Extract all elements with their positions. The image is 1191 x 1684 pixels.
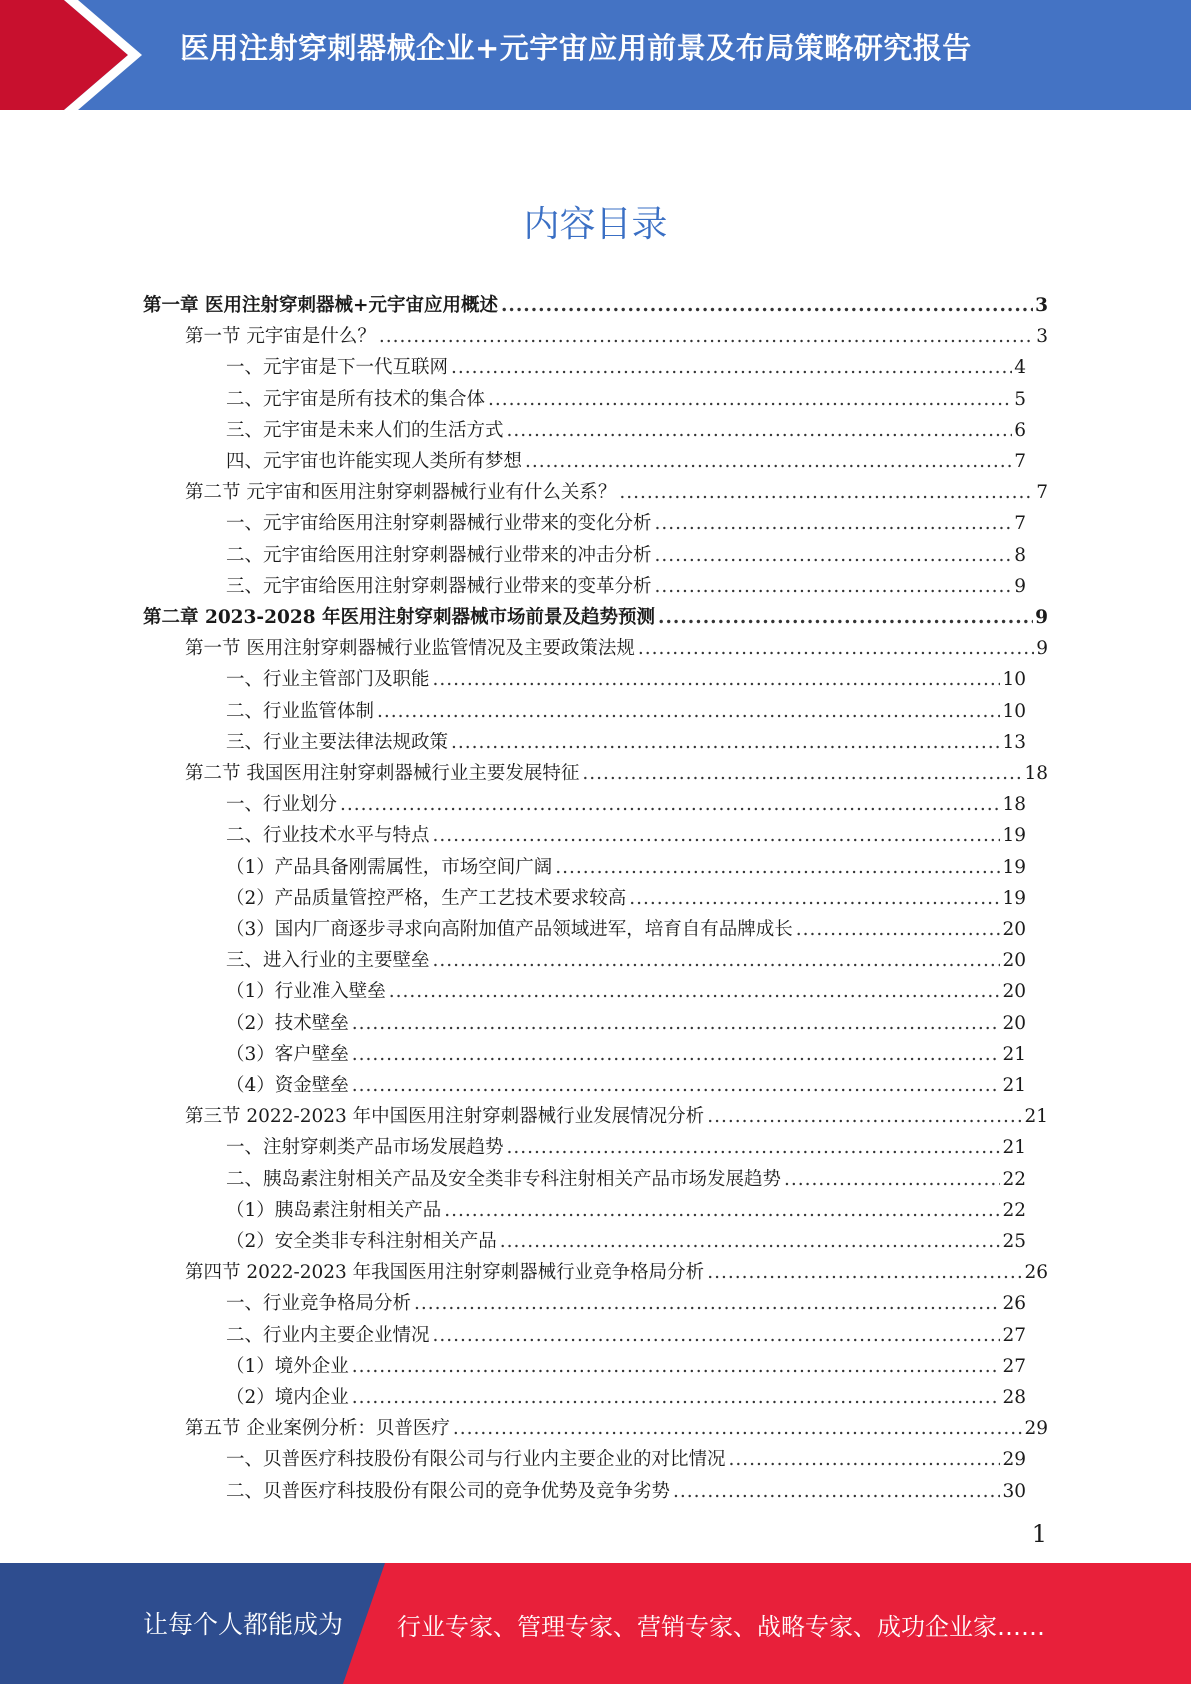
- toc-leader-dots: [555, 857, 1000, 879]
- toc-entry-page: 5: [1014, 388, 1026, 410]
- toc-entry-page: 27: [1002, 1355, 1026, 1377]
- toc-entry[interactable]: [226, 910, 1026, 941]
- toc-entry-page: 26: [1024, 1262, 1048, 1284]
- toc-leader-dots: [453, 1418, 1023, 1440]
- toc-leader-dots: [433, 825, 1001, 847]
- toc-leader-dots: [658, 607, 1033, 629]
- toc-leader-dots: [796, 919, 1001, 941]
- toc-entry-page: 30: [1002, 1480, 1026, 1502]
- toc-entry-page: 20: [1002, 919, 1026, 940]
- toc-entry[interactable]: [226, 380, 1026, 411]
- toc-entry[interactable]: [226, 1284, 1026, 1315]
- toc-leader-dots: [629, 888, 1000, 910]
- toc-entry[interactable]: [226, 692, 1026, 723]
- toc-entry[interactable]: [226, 1222, 1026, 1253]
- toc-leader-dots: [352, 1075, 1001, 1097]
- toc-entry[interactable]: [226, 723, 1026, 754]
- toc-entry-page: 9: [1014, 575, 1026, 597]
- toc-entry-page: 10: [1002, 669, 1026, 691]
- toc-leader-dots: [433, 1325, 1001, 1347]
- toc-entry-title: （1）胰岛素注射相关产品: [226, 1199, 442, 1221]
- toc-leader-dots: [451, 357, 1012, 379]
- toc-entry-page: 29: [1002, 1449, 1026, 1471]
- toc-entry-title: （3）客户壁垒: [226, 1043, 349, 1065]
- toc-leader-dots: [655, 545, 1013, 567]
- toc-entry[interactable]: [185, 317, 1048, 348]
- toc-entry[interactable]: [143, 286, 1048, 317]
- toc-entry-page: 13: [1002, 731, 1026, 753]
- toc-leader-dots: [729, 1449, 1001, 1471]
- toc-leader-dots: [352, 1013, 1001, 1035]
- toc-entry-title: 一、行业主管部门及职能: [226, 669, 430, 691]
- toc-entry-page: 8: [1014, 544, 1026, 566]
- toc-entry-page: 7: [1036, 482, 1048, 504]
- toc-entry[interactable]: [226, 1191, 1026, 1222]
- toc-entry-page: 26: [1002, 1293, 1026, 1315]
- toc-entry-page: 10: [1002, 700, 1026, 722]
- toc-leader-dots: [451, 732, 1000, 754]
- toc-entry[interactable]: [226, 1316, 1026, 1347]
- toc-leader-dots: [655, 513, 1013, 535]
- toc-entry-page: 9: [1036, 638, 1048, 660]
- toc-entry-page: 19: [1002, 887, 1026, 909]
- toc-leader-dots: [638, 638, 1034, 660]
- toc-entry[interactable]: [226, 1128, 1026, 1159]
- toc-entry[interactable]: [143, 598, 1048, 629]
- toc-entry-title: 二、元宇宙是所有技术的集合体: [226, 388, 486, 410]
- toc-entry-page: 22: [1002, 1199, 1026, 1221]
- toc-entry-title: 一、行业竞争格局分析: [226, 1293, 412, 1315]
- toc-entry-page: 3: [1035, 295, 1048, 316]
- toc-entry[interactable]: [226, 972, 1026, 1003]
- toc-leader-dots: [619, 482, 1034, 504]
- toc-leader-dots: [340, 794, 1000, 816]
- toc-entry-title: 二、行业监管体制: [226, 700, 375, 722]
- toc-entry-page: 21: [1024, 1106, 1048, 1128]
- toc-entry-title: 二、行业内主要企业情况: [226, 1324, 430, 1346]
- toc-entry-title: （1）行业准入壁垒: [226, 981, 386, 1003]
- toc-entry-page: 18: [1024, 763, 1048, 784]
- toc-entry-title: （4）资金壁垒: [226, 1075, 349, 1096]
- toc-entry[interactable]: [226, 848, 1026, 879]
- toc-leader-dots: [525, 451, 1012, 473]
- toc-entry[interactable]: [226, 348, 1026, 379]
- toc-leader-dots: [501, 295, 1033, 317]
- toc-entry-page: 9: [1035, 607, 1048, 628]
- toc-entry-title: （2）技术壁垒: [226, 1012, 349, 1034]
- toc-entry-page: 21: [1002, 1043, 1026, 1065]
- toc-entry-title: 一、元宇宙是下一代互联网: [226, 357, 449, 379]
- toc-leader-dots: [500, 1231, 1001, 1253]
- toc-entry-title: 四、元宇宙也许能实现人类所有梦想: [226, 451, 523, 472]
- toc-leader-dots: [352, 1387, 1001, 1409]
- toc-entry-page: 19: [1002, 825, 1026, 847]
- toc-entry-title: 第五节 企业案例分析：贝普医疗: [185, 1418, 450, 1440]
- toc-entry[interactable]: [226, 1378, 1026, 1409]
- toc-leader-dots: [707, 1106, 1022, 1128]
- toc-entry-page: 25: [1002, 1231, 1026, 1252]
- toc-entry[interactable]: [226, 879, 1026, 910]
- toc-entry[interactable]: [226, 1160, 1026, 1191]
- toc-entry-title: 三、元宇宙给医用注射穿刺器械行业带来的变革分析: [226, 575, 652, 597]
- toc-entry[interactable]: [226, 785, 1026, 816]
- toc-leader-dots: [352, 1356, 1001, 1378]
- toc-leader-dots: [389, 981, 1001, 1003]
- toc-entry-page: 7: [1014, 451, 1026, 472]
- toc-leader-dots: [433, 669, 1001, 691]
- footer-slogan-right: 行业专家、管理专家、营销专家、战略专家、成功企业家……: [397, 1613, 1045, 1641]
- toc-entry-title: 第四节 2022-2023 年我国医用注射穿刺器械行业竞争格局分析: [185, 1262, 705, 1284]
- toc-entry-title: 第三节 2022-2023 年中国医用注射穿刺器械行业发展情况分析: [185, 1106, 705, 1128]
- toc-entry-title: 二、行业技术水平与特点: [226, 825, 430, 847]
- toc-entry-title: （1）产品具备刚需属性，市场空间广阔: [226, 856, 553, 878]
- toc-leader-dots: [507, 1137, 1001, 1159]
- toc-entry-title: 第一章 医用注射穿刺器械+元宇宙应用概述: [143, 295, 498, 316]
- toc-entry-title: 一、贝普医疗科技股份有限公司与行业内主要企业的对比情况: [226, 1449, 726, 1471]
- page-header: [0, 0, 1191, 110]
- toc-entry[interactable]: [226, 1035, 1026, 1066]
- toc-entry[interactable]: [185, 473, 1048, 504]
- toc-entry-page: 18: [1002, 794, 1026, 816]
- toc-leader-dots: [444, 1200, 1000, 1222]
- toc-entry[interactable]: [226, 660, 1026, 691]
- toc-entry-title: 二、贝普医疗科技股份有限公司的竞争优势及竞争劣势: [226, 1480, 671, 1502]
- toc-entry[interactable]: [226, 1472, 1026, 1503]
- toc-entry-page: 27: [1002, 1324, 1026, 1346]
- toc-leader-dots: [433, 950, 1001, 972]
- toc-entry-title: 三、行业主要法律法规政策: [226, 731, 449, 753]
- toc-leader-dots: [673, 1481, 1000, 1503]
- toc-entry-title: （3）国内厂商逐步寻求向高附加值产品领域进军，培育自有品牌成长: [226, 919, 793, 940]
- toc-entry-title: 二、胰岛素注射相关产品及安全类非专科注射相关产品市场发展趋势: [226, 1168, 782, 1190]
- toc-entry-page: 4: [1014, 357, 1026, 379]
- toc-entry-page: 20: [1002, 950, 1026, 972]
- toc-entry-title: 三、元宇宙是未来人们的生活方式: [226, 419, 504, 441]
- toc-leader-dots: [352, 1044, 1001, 1066]
- toc-entry-title: 第二章 2023-2028 年医用注射穿刺器械市场前景及趋势预测: [143, 607, 656, 628]
- toc-leader-dots: [655, 576, 1013, 598]
- toc-entry[interactable]: [185, 629, 1048, 660]
- toc-leader-dots: [707, 1262, 1022, 1284]
- toc-entry-page: 20: [1002, 981, 1026, 1003]
- toc-entry[interactable]: [185, 1097, 1048, 1128]
- toc-entry-title: （1）境外企业: [226, 1355, 349, 1377]
- toc-leader-dots: [784, 1169, 1000, 1191]
- toc-entry-page: 29: [1024, 1418, 1048, 1440]
- toc-entry[interactable]: [226, 442, 1026, 473]
- toc-entry-page: 22: [1002, 1168, 1026, 1190]
- toc-entry[interactable]: [226, 816, 1026, 847]
- toc-entry[interactable]: [226, 411, 1026, 442]
- toc-entry[interactable]: [185, 1409, 1048, 1440]
- toc-entry-title: 三、进入行业的主要壁垒: [226, 950, 430, 972]
- toc-entry[interactable]: [226, 1066, 1026, 1097]
- toc-entry[interactable]: [226, 1347, 1026, 1378]
- toc-leader-dots: [582, 763, 1022, 785]
- toc-leader-dots: [414, 1293, 1000, 1315]
- toc-entry-page: 28: [1002, 1387, 1026, 1408]
- toc-entry-page: 19: [1002, 856, 1026, 878]
- toc-leader-dots: [507, 420, 1013, 442]
- toc-entry-title: 第一节 元宇宙是什么？: [185, 326, 376, 348]
- toc-entry-page: 7: [1014, 513, 1026, 535]
- toc-entry-title: 一、元宇宙给医用注射穿刺器械行业带来的变化分析: [226, 513, 652, 535]
- toc-entry-title: （2）境内企业: [226, 1387, 349, 1408]
- toc-entry-title: 第二节 元宇宙和医用注射穿刺器械行业有什么关系？: [185, 482, 617, 504]
- toc-entry[interactable]: [226, 1440, 1026, 1471]
- toc-entry[interactable]: [226, 941, 1026, 972]
- toc-heading: 内容目录: [523, 204, 668, 245]
- toc-entry-page: 20: [1002, 1012, 1026, 1034]
- toc-entry-title: 二、元宇宙给医用注射穿刺器械行业带来的冲击分析: [226, 544, 652, 566]
- toc-entry-page: 6: [1014, 419, 1026, 441]
- toc-entry[interactable]: [226, 536, 1026, 567]
- toc-entry-title: 一、注射穿刺类产品市场发展趋势: [226, 1137, 504, 1159]
- page-footer: [0, 1563, 1191, 1684]
- page-number: 1: [1031, 1520, 1047, 1548]
- toc-entry-page: 21: [1002, 1075, 1026, 1096]
- toc-entry-title: 第二节 我国医用注射穿刺器械行业主要发展特征: [185, 763, 580, 784]
- toc-entry-title: 第一节 医用注射穿刺器械行业监管情况及主要政策法规: [185, 638, 635, 660]
- toc-entry-page: 3: [1036, 326, 1048, 348]
- report-title: 医用注射穿刺器械企业+元宇宙应用前景及布局策略研究报告: [180, 31, 972, 65]
- toc-entry[interactable]: [185, 754, 1048, 785]
- toc-leader-dots: [488, 389, 1012, 411]
- toc-entry[interactable]: [226, 504, 1026, 535]
- toc-leader-dots: [377, 701, 1000, 723]
- toc-entry-title: （2）产品质量管控严格，生产工艺技术要求较高: [226, 887, 627, 909]
- toc-entry-page: 21: [1002, 1137, 1026, 1159]
- toc-entry-title: （2）安全类非专科注射相关产品: [226, 1231, 497, 1252]
- toc-entry[interactable]: [226, 1004, 1026, 1035]
- toc-entry[interactable]: [185, 1253, 1048, 1284]
- toc-entry-title: 一、行业划分: [226, 794, 338, 816]
- toc-leader-dots: [379, 326, 1034, 348]
- footer-slogan-left: 让每个人都能成为: [143, 1610, 344, 1639]
- toc-entry[interactable]: [226, 567, 1026, 598]
